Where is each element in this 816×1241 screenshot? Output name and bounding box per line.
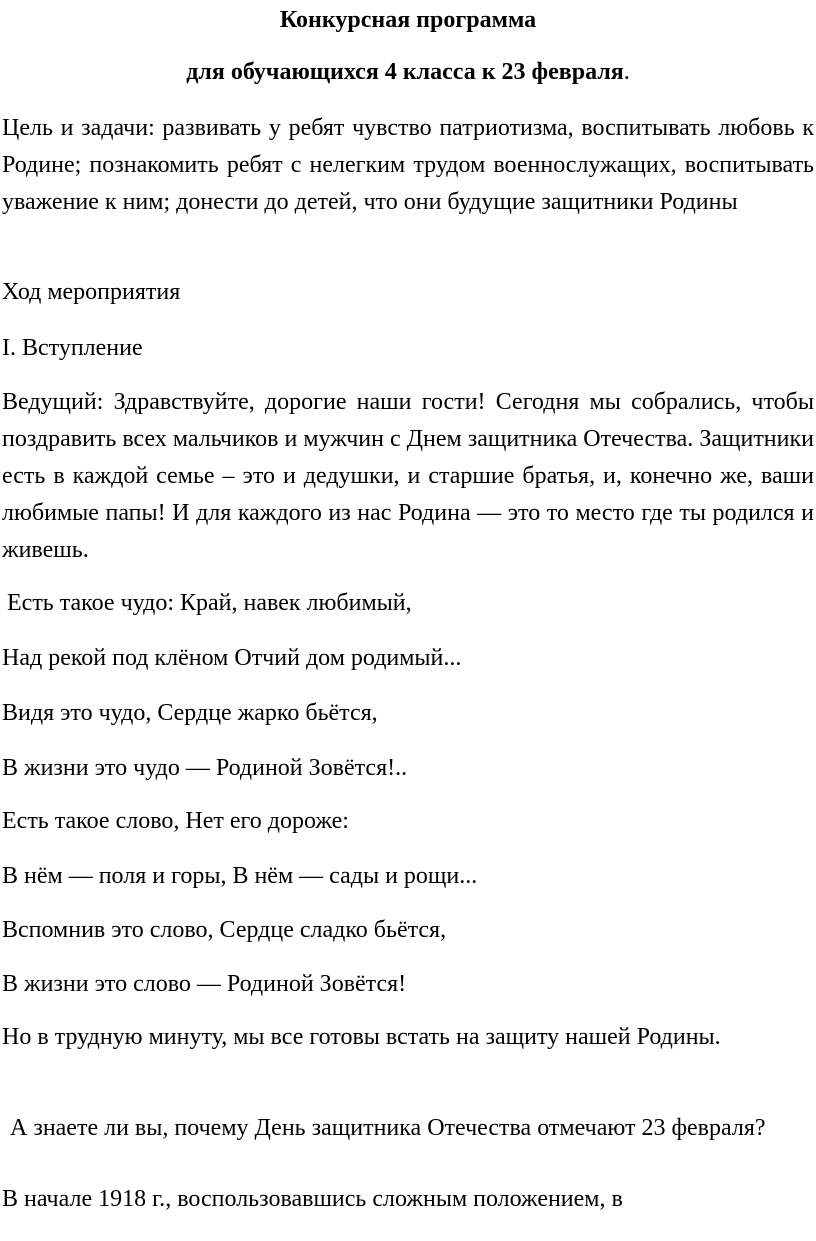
poem-line: В нём — поля и горы, В нём — сады и рощи... (2, 863, 478, 889)
poem-line: Над рекой под клёном Отчий дом родимый... (2, 645, 462, 671)
poem-line: В жизни это чудо — Родиной Зовётся!.. (2, 755, 408, 781)
goals-paragraph: Цель и задачи: развивать у ребят чувство патриотизма, воспитывать любовь к Родине; познакомить ребят с нелегким трудом военнослужащих, воспитывать уважение к ним; донести до детей, что они будущие защитники Родины (2, 115, 814, 215)
poem-line: Есть такое чудо: Край, навек любимый, (7, 590, 412, 616)
defense-paragraph: Но в трудную минуту, мы все готовы встать на защиту нашей Родины. (2, 1024, 721, 1050)
history-paragraph: В начале 1918 г., воспользовавшись сложным положением, в (2, 1186, 623, 1212)
host-speech-paragraph: Ведущий: Здравствуйте, дорогие наши гости! Сегодня мы собрались, чтобы поздравить всех мальчиков и мужчин с Днем защитника Отечества. Защитники есть в каждой семье – это и дедушки, и старшие братья, и, конечно же, ваши любимые папы! И для каждого из нас Родина — это то место где ты родился и живешь. (2, 389, 814, 563)
document-title (2, 2, 814, 39)
title-line-2-period: . (623, 59, 630, 85)
poem-line: Есть такое слово, Нет его дороже: (2, 808, 349, 834)
poem-line: Вспомнив это слово, Сердце сладко бьётся, (2, 917, 447, 943)
poem-line: В жизни это слово — Родиной Зовётся! (2, 971, 407, 997)
question-paragraph: А знаете ли вы, почему День защитника Отечества отмечают 23 февраля? (10, 1115, 766, 1141)
title-line-2: для обучающихся 4 класса к 23 февраля (186, 59, 624, 85)
title-line-1: Конкурсная программа (279, 7, 537, 33)
section-heading: Ход мероприятия (2, 279, 181, 305)
part-heading: I. Вступление (2, 335, 143, 361)
document-subtitle (2, 54, 814, 91)
poem-line: Видя это чудо, Сердце жарко бьётся, (2, 700, 378, 726)
